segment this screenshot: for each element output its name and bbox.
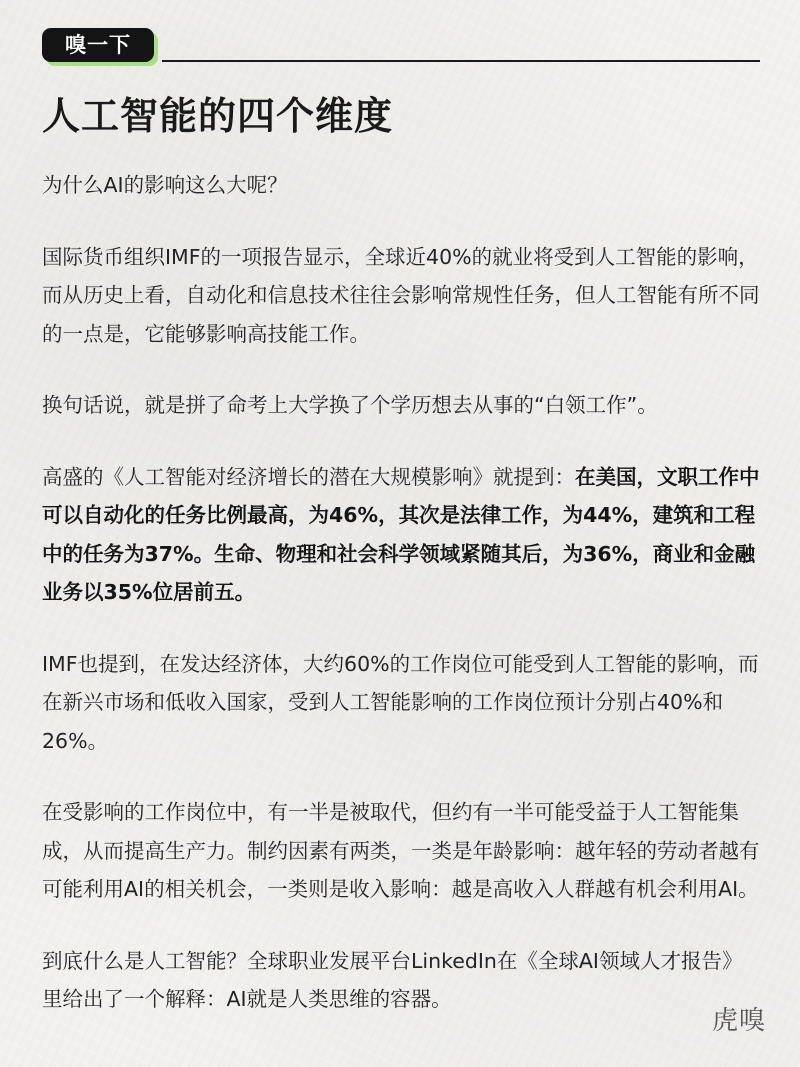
page-title: 人工智能的四个维度: [42, 94, 394, 138]
paragraph-goldman-sachs: [42, 458, 762, 612]
paragraph-white-collar: [42, 386, 762, 425]
paragraph-imf-economies: [42, 645, 762, 761]
section-tag: [42, 28, 154, 62]
paragraph-text: 为什么AI的影响这么大呢？: [42, 173, 288, 197]
paragraph-affected-jobs: [42, 793, 762, 909]
brand-watermark: 虎嗅: [711, 1006, 766, 1036]
paragraph-bold-text: 在美国，文职工作中可以自动化的任务比例最高，为46%，其次是法律工作，为44%，建筑和工程中的任务为37%。生命、物理和社会科学领域紧随其后，为36%，商业和金融业务以35%位居前五。: [42, 464, 760, 604]
paragraph-text: 高盛的《人工智能对经济增长的潜在大规模影响》就提到：: [42, 464, 575, 489]
paragraph-text: 换句话说，就是拼了命考上大学换了个学历想去从事的“白领工作”。: [42, 393, 658, 417]
paragraph-question: [42, 166, 762, 205]
paragraph-text: 到底什么是人工智能？全球职业发展平台LinkedIn在《全球AI领域人才报告》里给出了一个解释：AI就是人类思维的容器。: [42, 948, 743, 1011]
section-tag-label: 嗅一下: [65, 33, 131, 57]
paragraph-text: 国际货币组织IMF的一项报告显示，全球近40%的就业将受到人工智能的影响，而从历史上看，自动化和信息技术往往会影响常规性任务，但人工智能有所不同的一点是，它能够影响高技能工作。: [42, 244, 760, 346]
paragraph-text: IMF也提到，在发达经济体，大约60%的工作岗位可能受到人工智能的影响，而在新兴市场和低收入国家，受到人工智能影响的工作岗位预计分别占40%和26%。: [42, 651, 759, 753]
article-body: [42, 166, 762, 1052]
paragraph-text: 在受影响的工作岗位中，有一半是被取代，但约有一半可能受益于人工智能集成，从而提高生产力。制约因素有两类，一类是年龄影响：越年轻的劳动者越有可能利用AI的相关机会，一类则是收入影响：越是高收入人群越有机会利用AI。: [42, 800, 760, 901]
paragraph-imf-report: [42, 238, 762, 354]
tag-divider-line: [162, 60, 760, 62]
paragraph-ai-definition: [42, 942, 762, 1019]
